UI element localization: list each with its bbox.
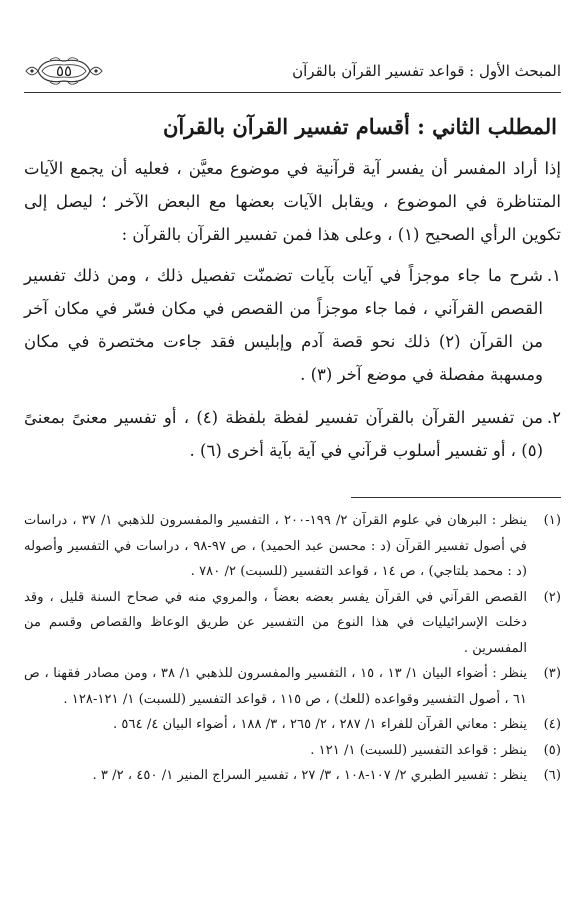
- list-item-number: ١.: [546, 266, 561, 285]
- footnote: [24, 661, 561, 712]
- header-divider: [24, 92, 561, 93]
- list-item: [24, 259, 561, 391]
- footnote-number: (٥): [543, 742, 561, 758]
- footnote-separator: [351, 497, 561, 498]
- footnote-text: ينظر : البرهان في علوم القرآن ٢/ ١٩٩-٢٠٠ ، التفسير والمفسرون للذهبي ١/ ٣٧ ، دراسات في أصول تفسير القرآن (د : محسن عبد الحميد) ، ص ٩٧-٩٨ ، دراسات في التفسير وأصوله (د : محمد بلتاجي) ، ص ١٤ ، قواعد التفسير (للسبت) ٢/ ٧٨٠ .: [24, 513, 527, 579]
- footnote-text: ينظر : أضواء البيان ١/ ١٣ ، ١٥ ، التفسير والمفسرون للذهبي ١/ ٣٨ ، ومن مصادر فقهنا ، ص ٦١ ، أصول التفسير وقواعده (للعك) ، ص ١١٥ ، قواعد التفسير (للسبت) ١/ ١٢١-١٢٨ .: [24, 666, 528, 707]
- footnote: [24, 585, 561, 662]
- book-page: [24, 0, 561, 900]
- footnote: [24, 738, 561, 764]
- footnote: [24, 763, 561, 789]
- footnote-text: القصص القرآني في القرآن يفسر بعضه بعضاً ، والمروي منه في صحاح السنة قليل ، وقد دخلت الإسرائيليات في هذا النوع من التفسير عن طريق الوعاظ والقصاص وقسم من المفسرين .: [24, 589, 527, 656]
- footnote: [24, 508, 561, 585]
- footnote: [24, 712, 561, 738]
- footnotes: [24, 508, 561, 789]
- section-heading: المطلب الثاني : أقسام تفسير القرآن بالقرآن: [162, 114, 557, 139]
- body-text: [24, 152, 561, 477]
- intro-paragraph: إذا أراد المفسر أن يفسر آية قرآنية في موضوع معيَّن ، فعليه أن يجمع الآيات المتناظرة في الموضوع ، ويقابل الآيات بعضها مع البعض الآخر ؛ ليصل إلى تكوين الرأي الصحيح (١) ، وعلى هذا فمن تفسير القرآن بالقرآن :: [24, 159, 561, 244]
- list-item-text: شرح ما جاء موجزاً في آيات بآيات تضمنّت تفصيل ذلك ، ومن ذلك تفسير القصص القرآني ، فما جاء موجزاً من القصص في مكان فسّر في مكان آخر من القرآن (٢) ذلك نحو قصة آدم وإبليس فقد جاءت مختصرة في مكان ومسهبة مفصلة في موضع آخر (٣) .: [24, 266, 543, 384]
- list-item-text: من تفسير القرآن بالقرآن تفسير لفظة بلفظة (٤) ، أو تفسير معنىً بمعنىً (٥) ، أو تفسير أسلوب قرآني في آية بآية أخرى (٦) .: [24, 408, 543, 460]
- footnote-text: ينظر : معاني القرآن للفراء ١/ ٢٨٧ ، ٢/ ٢٦٥ ، ٣/ ١٨٨ ، أضواء البيان ٤/ ٥٦٤ .: [113, 717, 527, 732]
- running-header: [24, 54, 561, 88]
- page-number: ٥٥: [55, 62, 73, 80]
- footnote-number: (٢): [543, 589, 561, 605]
- footnote-number: (١): [543, 513, 561, 528]
- footnote-number: (٣): [543, 666, 561, 681]
- footnote-text: ينظر : تفسير الطبري ٢/ ١٠٧-١٠٨ ، ٣/ ٢٧ ، تفسير السراج المنير ١/ ٤٥٠ ، ٢/ ٣ .: [92, 768, 527, 783]
- running-title: المبحث الأول : قواعد تفسير القرآن بالقرآن: [292, 62, 561, 80]
- footnote-text: ينظر : قواعد التفسير (للسبت) ١/ ١٢١ .: [310, 742, 527, 758]
- list-item: [24, 401, 561, 467]
- numbered-list: [24, 259, 561, 467]
- footnote-number: (٤): [543, 717, 561, 732]
- page-number-ornament: [24, 56, 104, 86]
- footnote-number: (٦): [543, 768, 561, 783]
- list-item-number: ٢.: [546, 408, 561, 427]
